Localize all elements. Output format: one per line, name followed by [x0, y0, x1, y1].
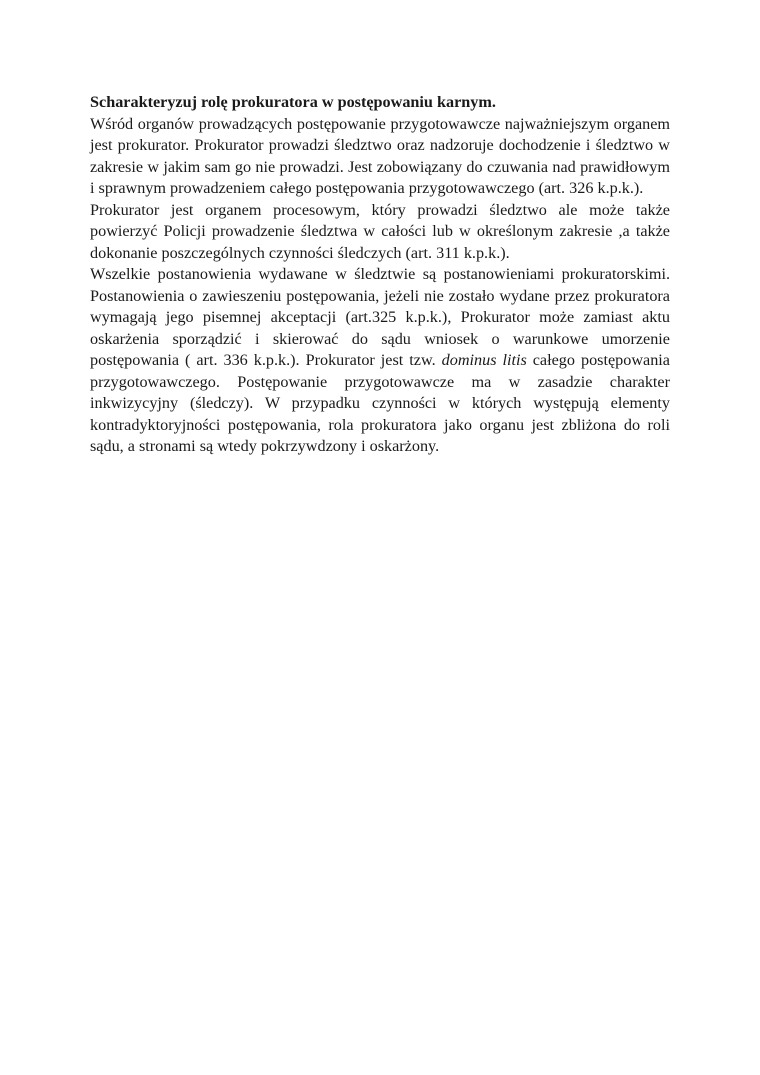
document-body [90, 92, 670, 458]
document-title: Scharakteryzuj rolę prokuratora w postępowaniu karnym. [90, 93, 496, 111]
paragraph-2: Prokurator jest organem procesowym, który prowadzi śledztwo ale może także powierzyć Policji prowadzenie śledztwa w całości lub w określonym zakresie ,a także dokonanie poszczególnych czynności śledczych (art. 311 k.p.k.). [90, 200, 670, 262]
paragraph-1: Wśród organów prowadzących postępowanie przygotowawcze najważniejszym organem jest prokurator. Prokurator prowadzi śledztwo oraz nadzoruje dochodzenie i śledztwo w zakresie w jakim sam go nie prowadzi. Jest zobowiązany do czuwania nad prawidłowym i sprawnym prowadzeniem całego postępowania przygotowawczego (art. 326 k.p.k.). [90, 114, 670, 197]
latin-term: dominus litis [441, 351, 527, 369]
paragraph-3 [90, 264, 670, 458]
paragraph-3-part-2: całego postępowania przygotowawczego. Postępowanie przygotowawcze ma w zasadzie charakter inkwizycyjny (śledczy). W przypadku czynności w których występują elementy kontradyktoryjności postępowania, rola prokuratora jako organu jest zbliżona do roli sądu, a stronami są wtedy pokrzywdzony i oskarżony. [90, 351, 670, 455]
paragraph-3-part-1: Wszelkie postanowienia wydawane w śledztwie są postanowieniami prokuratorskimi. Postanowienia o zawieszeniu postępowania, jeżeli nie zostało wydane przez prokuratora wymagają jego pisemnej akceptacji (art.325 k.p.k.), Prokurator może zamiast aktu oskarżenia sporządzić i skierować do sądu wniosek o warunkowe umorzenie postępowania ( art. 336 k.p.k.). Prokurator jest tzw. [90, 265, 670, 369]
